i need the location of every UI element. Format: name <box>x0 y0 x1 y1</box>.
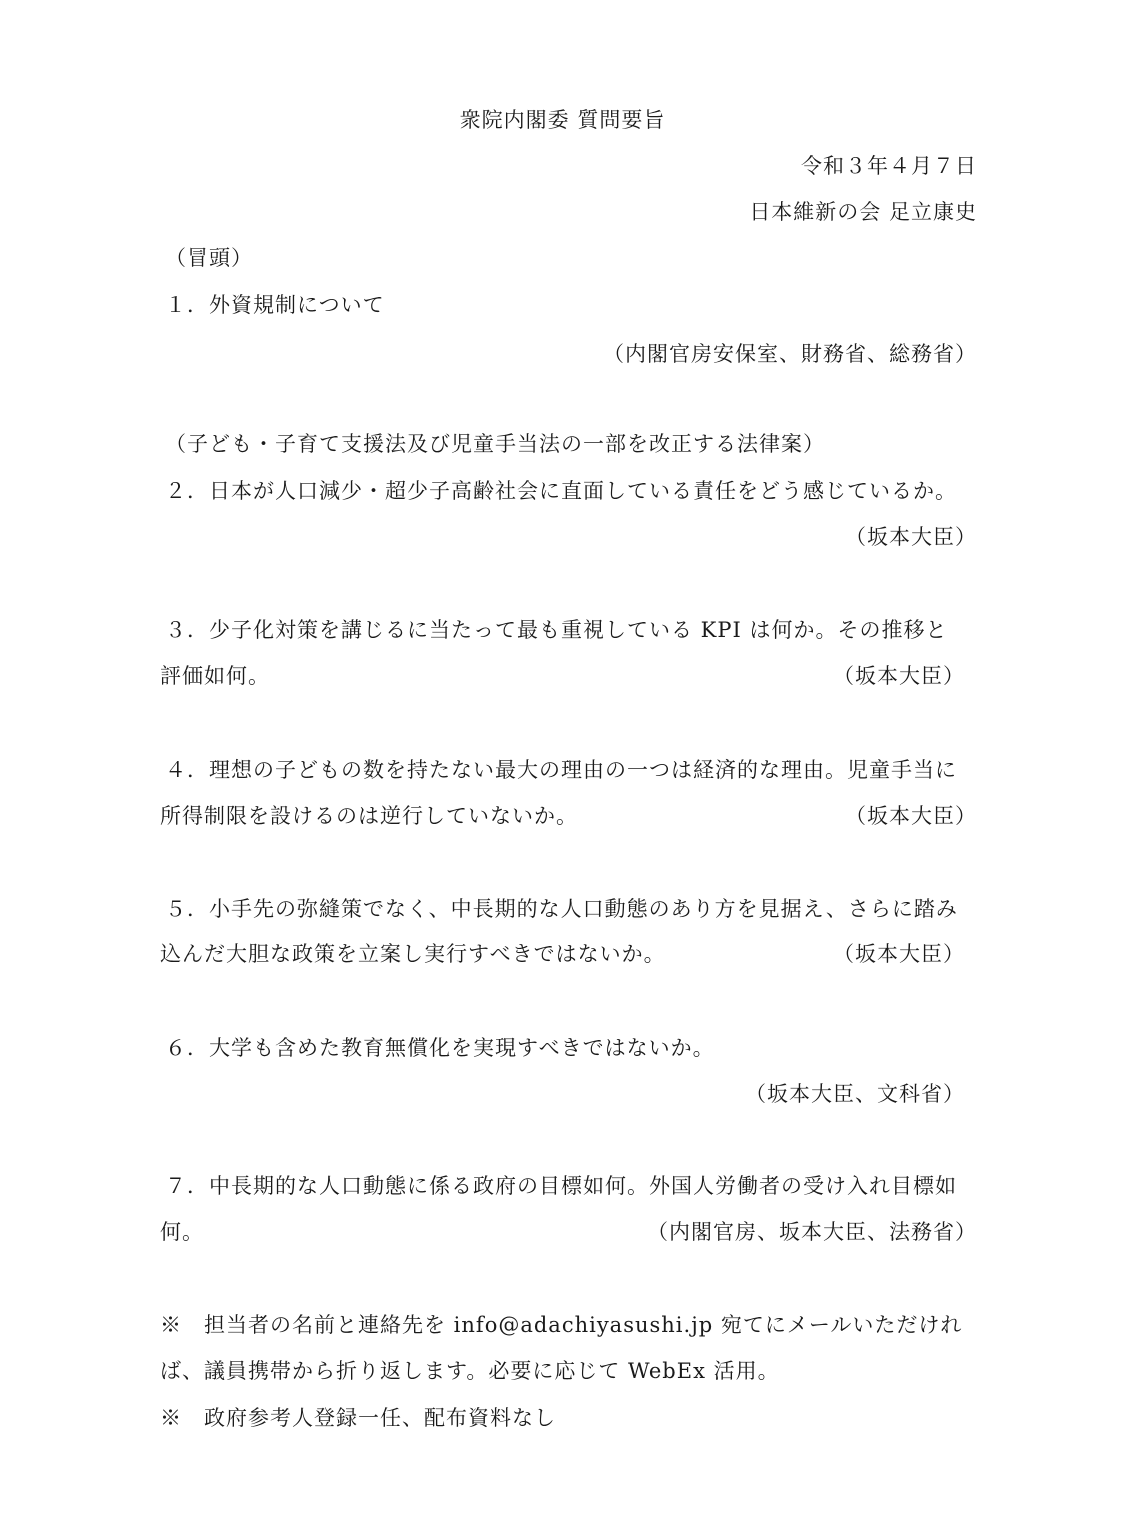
section-opening: （冒頭） <box>165 246 253 270</box>
question-7-respondent: （内閣官房、坂本大臣、法務省） <box>647 1220 977 1244</box>
question-4-line2: 所得制限を設けるのは逆行していないか。 <box>160 804 578 828</box>
question-6: ６．大学も含めた教育無償化を実現すべきではないか。 <box>165 1036 715 1060</box>
question-2: ２．日本が人口減少・超少子高齢社会に直面している責任をどう感じているか。 <box>165 479 957 503</box>
document-author: 日本維新の会 足立康史 <box>749 200 977 224</box>
question-1: １．外資規制について <box>165 293 385 317</box>
question-1-respondent: （内閣官房安保室、財務省、総務省） <box>603 342 977 366</box>
question-3-line2: 評価如何。 <box>160 664 270 688</box>
question-5-respondent: （坂本大臣） <box>833 942 965 966</box>
question-4-respondent: （坂本大臣） <box>845 804 977 828</box>
note-2: ※ 政府参考人登録一任、配布資料なし <box>160 1406 556 1430</box>
document-date: 令和３年４月７日 <box>801 154 977 178</box>
question-7-line1: ７．中長期的な人口動態に係る政府の目標如何。外国人労働者の受け入れ目標如 <box>165 1174 957 1198</box>
note-1-line2: ば、議員携帯から折り返します。必要に応じて WebEx 活用。 <box>160 1359 780 1383</box>
document-title: 衆院内閣委 質問要旨 <box>459 108 666 132</box>
question-2-respondent: （坂本大臣） <box>845 525 977 549</box>
question-3-respondent: （坂本大臣） <box>833 664 965 688</box>
note-1-line1: ※ 担当者の名前と連絡先を info@adachiyasushi.jp 宛てにメールいただけれ <box>160 1313 963 1337</box>
question-4-line1: ４．理想の子どもの数を持たない最大の理由の一つは経済的な理由。児童手当に <box>165 758 957 782</box>
question-7-line2: 何。 <box>160 1220 204 1244</box>
question-3-line1: ３．少子化対策を講じるに当たって最も重視している KPI は何か。その推移と <box>165 618 948 642</box>
section-bill: （子ども・子育て支援法及び児童手当法の一部を改正する法律案） <box>165 432 825 456</box>
question-5-line2: 込んだ大胆な政策を立案し実行すべきではないか。 <box>160 942 666 966</box>
question-6-respondent: （坂本大臣、文科省） <box>745 1082 965 1106</box>
question-5-line1: ５．小手先の弥縫策でなく、中長期的な人口動態のあり方を見据え、さらに踏み <box>165 897 958 921</box>
